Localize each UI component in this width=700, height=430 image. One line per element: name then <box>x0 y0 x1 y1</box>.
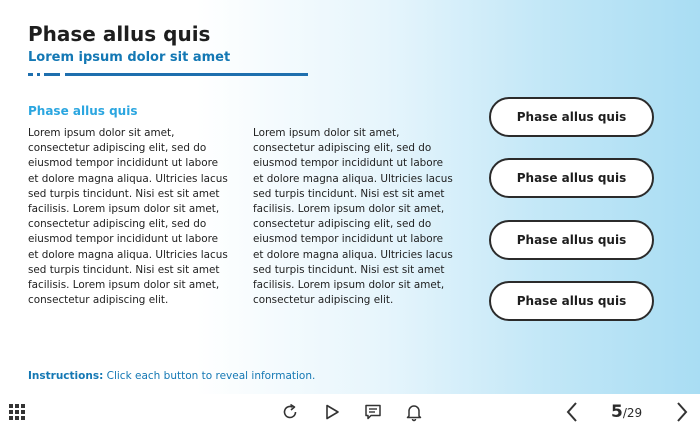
slide-subtitle: Lorem ipsum dolor sit amet <box>28 50 231 65</box>
captions-icon[interactable] <box>363 402 383 422</box>
instructions-label: Instructions: <box>28 370 104 382</box>
grid-menu-icon[interactable] <box>8 403 26 421</box>
total-pages: /29 <box>622 406 643 420</box>
instructions-text: Click each button to reveal information. <box>106 370 316 382</box>
reveal-button-3[interactable]: Phase allus quis <box>489 220 654 260</box>
instructions <box>28 370 315 382</box>
reveal-button-1[interactable]: Phase allus quis <box>489 97 654 137</box>
section-heading: Phase allus quis <box>28 104 138 118</box>
reveal-button-2[interactable]: Phase allus quis <box>489 158 654 198</box>
chevron-left-icon[interactable] <box>562 400 582 424</box>
body-text-left: Lorem ipsum dolor sit amet, consectetur adipiscing elit, sed do eiusmod tempor incididunt ut labore et dolore magna aliqua. Ultricies lacus sed turpis tincidunt. Nisi est sit amet facilisis. Lorem ipsum dolor sit amet, consectetur adipiscing elit, sed do eiusmod tempor incididunt ut labore et dolore magna aliqua. Ultricies lacus sed turpis tincidunt. Nisi est sit amet facilisis. Lorem ipsum dolor sit amet, consectetur adipiscing elit. <box>28 127 228 307</box>
chevron-right-icon[interactable] <box>672 400 692 424</box>
replay-icon[interactable] <box>280 402 300 422</box>
play-icon[interactable] <box>322 402 342 422</box>
bell-icon[interactable] <box>404 402 424 422</box>
page-counter <box>611 402 642 422</box>
current-page: 5 <box>611 402 623 422</box>
body-text-right: Lorem ipsum dolor sit amet, consectetur adipiscing elit, sed do eiusmod tempor incididunt ut labore et dolore magna aliqua. Ultricies lacus sed turpis tincidunt. Nisi est sit amet facilisis. Lorem ipsum dolor sit amet, consectetur adipiscing elit, sed do eiusmod tempor incididunt ut labore et dolore magna aliqua. Ultricies lacus sed turpis tincidunt. Nisi est sit amet facilisis. Lorem ipsum dolor sit amet, consectetur adipiscing elit. <box>253 127 453 307</box>
slide-title: Phase allus quis <box>28 22 211 46</box>
player-control-bar <box>0 394 700 430</box>
reveal-button-4[interactable]: Phase allus quis <box>489 281 654 321</box>
